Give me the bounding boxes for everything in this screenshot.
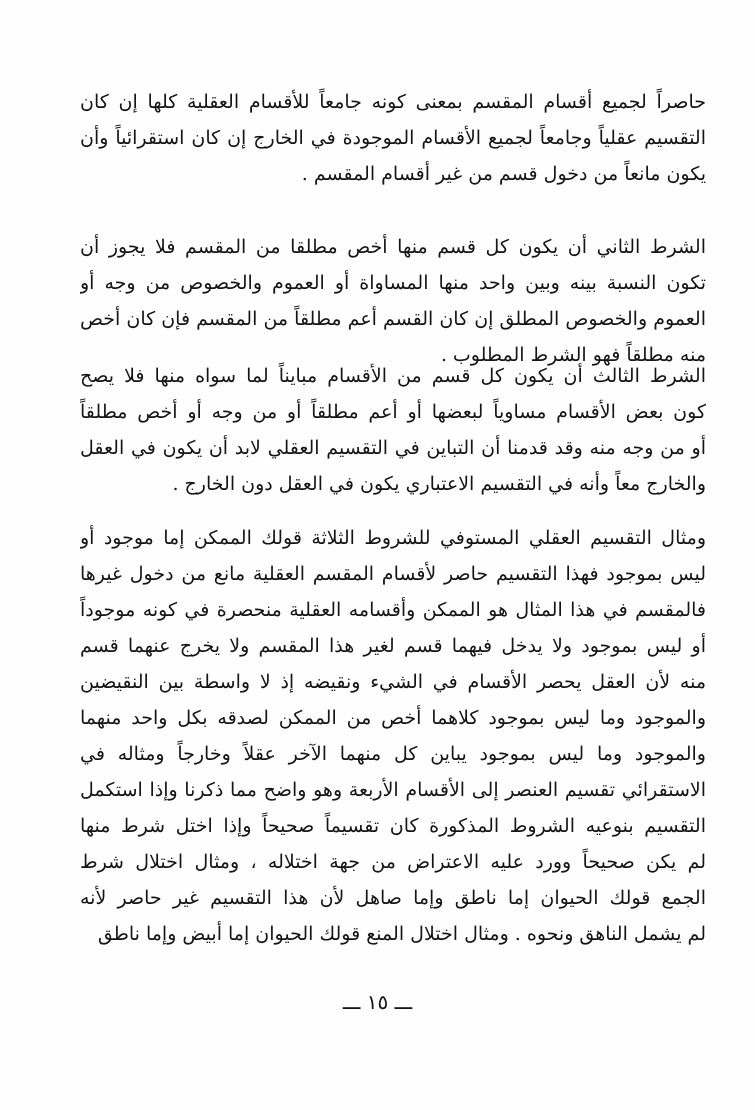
text-line: والموجود وما ليس بموجود يباين كل منهما الآخر عقلاً وخارجاً ومثاله في [80,743,706,765]
page-number: ـــ ١٥ ـــ [342,990,413,1014]
text-line: العموم والخصوص المطلق إن كان القسم أعم مطلقاً من المقسم فإن كان أخص [80,308,706,330]
text-line: التقسيم عقلياً وجامعاً لجميع الأقسام الموجودة في الخارج إن كان استقرائياً وأن [80,127,706,149]
text-line: منه لأن العقل يحصر الأقسام في الشيء ونقيضه إذ لا واسطة بين النقيضين [80,671,706,693]
text-line: كون بعض الأقسام مساوياً لبعضها أو أعم مطلقاً أو من وجه أو أخص مطلقاً [80,401,706,423]
text-line: ليس بموجود فهذا التقسيم حاصر لأقسام المقسم العقلية مانع من دخول غيرها [80,563,706,585]
text-line: والخارج معاً وأنه في التقسيم الاعتباري يكون في العقل دون الخارج . [172,473,706,495]
text-line: التقسيم بنوعيه الشروط المذكورة كان تقسيماً صحيحاً وإذا اختل شرط منها [80,815,706,837]
text-line: حاصراً لجميع أقسام المقسم بمعنى كونه جامعاً للأقسام العقلية كلها إن كان [80,91,706,113]
text-line: منه مطلقاً فهو الشرط المطلوب . [440,344,706,366]
text-line: لم يشمل الناهق ونحوه . ومثال اختلال المنع قولك الحيوان إما أبيض وإما ناطق [97,923,706,945]
text-line: أو ليس بموجود ولا يدخل فيهما قسم لغير هذا المقسم ولا يخرج عنهما قسم [80,635,706,657]
text-line: تكون النسبة بينه وبين واحد منها المساواة أو العموم والخصوص من وجه أو [80,272,706,294]
text-line: الشرط الثالث أن يكون كل قسم من الأقسام مبايناً لما سواه منها فلا يصح [80,365,706,387]
paragraph [80,520,706,952]
text-line: ومثال التقسيم العقلي المستوفي للشروط الثلاثة قولك الممكن إما موجود أو [80,527,706,549]
text-line: أو من وجه منه وقد قدمنا أن التباين في التقسيم العقلي لابد أن يكون في العقل [80,437,706,459]
text-line: والموجود وما ليس بموجود كلاهما أخص من الممكن لصدقه بكل واحد منهما [80,707,706,729]
paragraph [80,84,706,192]
text-line: فالمقسم في هذا المثال هو الممكن وأقسامه العقلية منحصرة في كونه موجوداً [80,599,706,621]
text-line: الجمع قولك الحيوان إما ناطق وإما صاهل لأن هذا التقسيم غير حاصر لأنه [80,887,706,909]
text-line: لم يكن صحيحاً وورد عليه الاعتراض من جهة اختلاله ، ومثال اختلال شرط [80,851,706,873]
text-line: يكون مانعاً من دخول قسم من غير أقسام المقسم . [301,163,706,185]
paragraph [80,229,706,373]
text-line: الشرط الثاني أن يكون كل قسم منها أخص مطلقا من المقسم فلا يجوز أن [80,236,706,258]
paragraph [80,358,706,502]
text-line: الاستقرائي تقسيم العنصر إلى الأقسام الأربعة وهو واضح مما ذكرنا وإذا استكمل [80,779,706,801]
